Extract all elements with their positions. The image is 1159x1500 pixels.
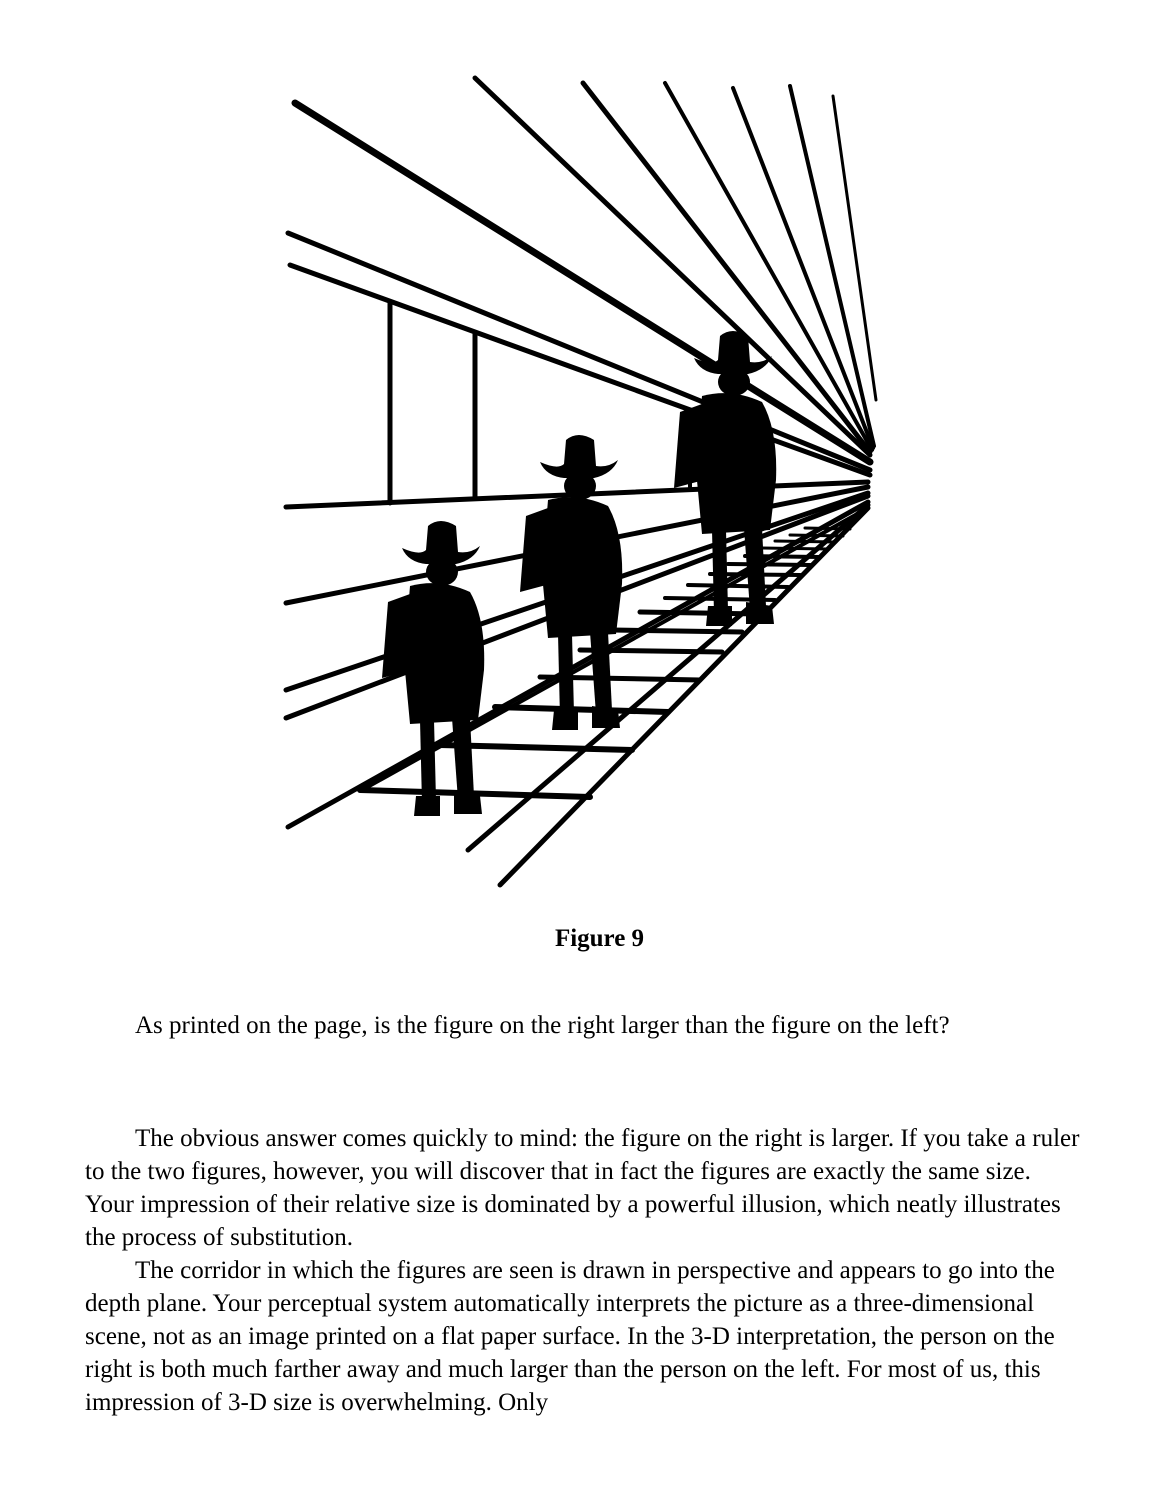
figure-caption: Figure 9 (554, 925, 645, 952)
wall-rail (288, 233, 870, 470)
ceiling-line (475, 78, 870, 455)
paragraph: The obvious answer comes quickly to mind: the figure on the right is larger. If you take a ruler to the two figures, however, you will discover that in fact the figures are exactly the same size. Your impression of their relative size is dominated by a powerful illusion, which neatly illustrates the process of substitution. (85, 1125, 1080, 1251)
corridor-illusion-illustration (270, 60, 890, 900)
body-text (85, 1122, 1085, 1419)
figure-right (674, 331, 776, 626)
ceiling-line (295, 103, 870, 462)
question-text: As printed on the page, is the figure on the right larger than the figure on the left? (135, 1012, 950, 1039)
paragraph: The corridor in which the figures are seen is drawn in perspective and appears to go into the depth plane. Your perceptual system automatically interprets the picture as a three-dimensional scene, not as an image printed on a flat paper surface. In the 3-D interpretation, the person on the right is both much farther away and much larger than the person on the left. For most of us, this impression of 3-D size is overwhelming. Only (85, 1257, 1055, 1416)
